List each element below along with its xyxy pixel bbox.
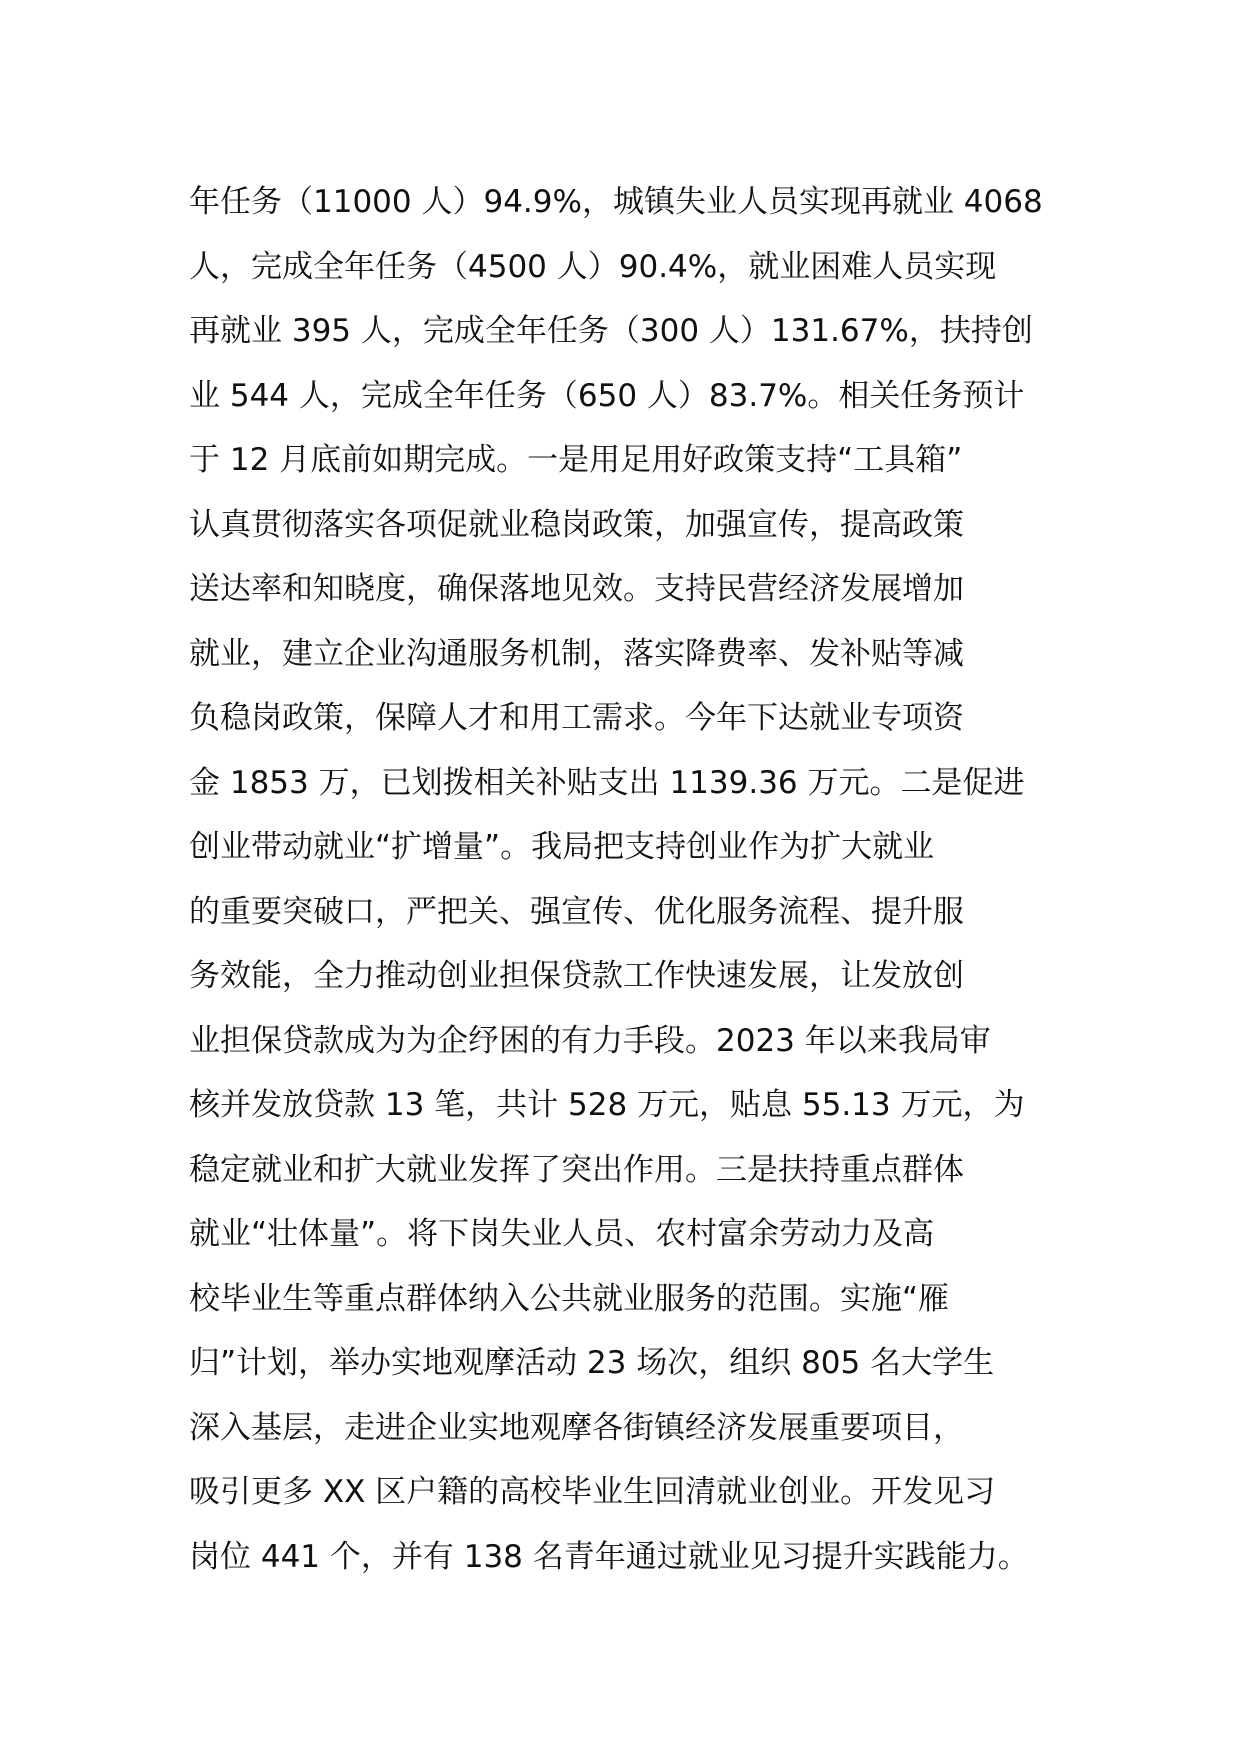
text-line: 就业，建立企业沟通服务机制，落实降费率、发补贴等减: [189, 635, 964, 672]
text-line: 就业“壮体量”。将下岗失业人员、农村富余劳动力及高: [189, 1216, 935, 1252]
text-line: 于 12 月底前如期完成。一是用足用好政策支持“工具箱”: [189, 442, 963, 478]
body-paragraph: [189, 170, 1069, 1589]
text-line: 稳定就业和扩大就业发挥了突出作用。三是扶持重点群体: [189, 1151, 964, 1188]
text-line: 认真贯彻落实各项促就业稳岗政策，加强宣传，提高政策: [189, 506, 964, 543]
text-line: 业担保贷款成为为企纾困的有力手段。2023 年以来我局审: [189, 1022, 991, 1059]
text-line: 负稳岗政策，保障人才和用工需求。今年下达就业专项资: [189, 700, 964, 736]
text-line: 的重要突破口，严把关、强宣传、优化服务流程、提升服: [189, 893, 964, 930]
text-line: 归”计划，举办实地观摩活动 23 场次，组织 805 名大学生: [189, 1345, 995, 1381]
text-line: 再就业 395 人，完成全年任务（300 人）131.67%，扶持创: [189, 313, 1033, 349]
text-line: 人，完成全年任务（4500 人）90.4%，就业困难人员实现: [189, 248, 997, 285]
text-line: 业 544 人，完成全年任务（650 人）83.7%。相关任务预计: [189, 377, 1025, 414]
text-line: 送达率和知晓度，确保落地见效。支持民营经济发展增加: [189, 571, 964, 607]
text-line: 岗位 441 个，并有 138 名青年通过就业见习提升实践能力。: [189, 1538, 1029, 1575]
text-line: 校毕业生等重点群体纳入公共就业服务的范围。实施“雁: [189, 1280, 950, 1317]
text-line: 核并发放贷款 13 笔，共计 528 万元，贴息 55.13 万元，为: [189, 1087, 1025, 1123]
text-line: 吸引更多 XX 区户籍的高校毕业生回清就业创业。开发见习: [189, 1474, 996, 1510]
text-line: 年任务（11000 人）94.9%，城镇失业人员实现再就业 4068: [189, 184, 1043, 220]
text-line: 创业带动就业“扩增量”。我局把支持创业作为扩大就业: [189, 829, 935, 865]
text-line: 金 1853 万，已划拨相关补贴支出 1139.36 万元。二是促进: [189, 764, 1025, 801]
text-line: 务效能，全力推动创业担保贷款工作快速发展，让发放创: [189, 958, 964, 994]
text-line: 深入基层，走进企业实地观摩各街镇经济发展重要项目，: [189, 1409, 964, 1446]
